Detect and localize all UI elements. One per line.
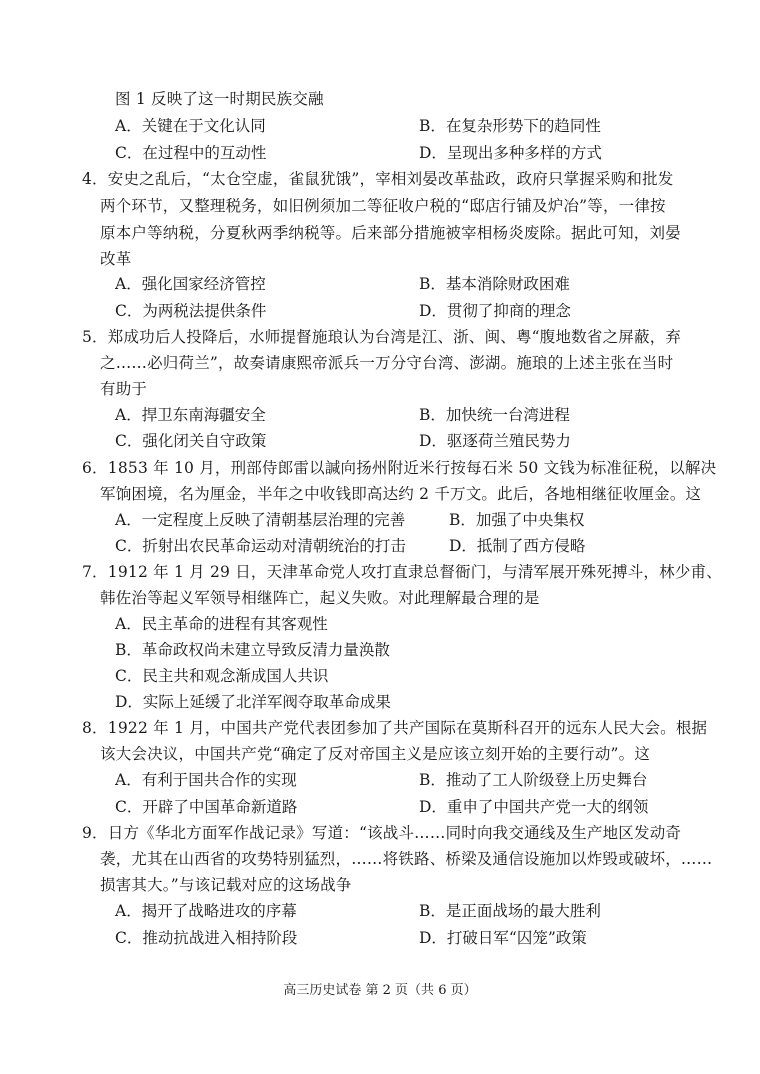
q4-stem-line: 原本户等纳税，分夏秋两季纳税等。后来部分措施被宰相杨炎废除。据此可知，刘晏 (100, 224, 681, 242)
q3-option-a: A．关键在于文化认同 (115, 117, 266, 135)
page-footer: 高三历史试卷 第 2 页（共 6 页） (283, 983, 477, 998)
q3-option-b: B．在复杂形势下的趋同性 (419, 117, 601, 135)
q6-stem-line: 军饷困境，名为厘金，半年之中收钱即高达约 2 千万文。此后，各地相继征收厘金。这 (100, 485, 702, 503)
q8-stem-line: 该大会决议，中国共产党“确定了反对帝国主义是应该立刻开始的主要行动”。这 (100, 745, 651, 763)
q3-option-d: D．呈现出多种多样的方式 (419, 144, 602, 162)
q7-option-c: C．民主共和观念渐成国人共识 (115, 667, 329, 685)
q8-option-c: C．开辟了中国革命新道路 (115, 798, 298, 816)
q9-stem-line: 袭，尤其在山西省的攻势特别猛烈，……将铁路、桥梁及通信设施加以炸毁或破坏，…… (100, 850, 713, 868)
q7-option-d: D．实际上延缓了北洋军阀夺取革命成果 (115, 693, 391, 711)
q3-option-c: C．在过程中的互动性 (115, 144, 267, 162)
q9-stem-line: 损害其大。”与该记载对应的这场战争 (100, 876, 352, 894)
q8-stem-line: 8．1922 年 1 月，中国共产党代表团参加了共产国际在莫斯科召开的远东人民大会。根据 (82, 719, 708, 737)
q7-stem-line: 7．1912 年 1 月 29 日，天津革命党人攻打直隶总督衙门，与清军展开殊死搏斗，林少甫、 (82, 563, 722, 581)
q8-option-a: A．有利于国共合作的实现 (115, 771, 297, 789)
q4-option-c: C．为两税法提供条件 (115, 302, 267, 320)
q9-option-b: B．是正面战场的最大胜利 (419, 902, 601, 920)
q7-option-a: A．民主革命的进程有其客观性 (115, 615, 328, 633)
q9-option-d: D．打破日军“囚笼”政策 (419, 929, 587, 947)
q8-option-d: D．重申了中国共产党一大的纲领 (419, 798, 649, 816)
q9-option-a: A．揭开了战略进攻的序幕 (115, 902, 297, 920)
q9-stem-line: 9．日方《华北方面军作战记录》写道：“该战斗……同时向我交通线及生产地区发动奇 (82, 824, 682, 842)
q5-option-a: A．捍卫东南海疆安全 (115, 406, 266, 424)
q6-option-b: B．加强了中央集权 (449, 511, 585, 529)
q4-stem-line: 4．安史之乱后，“太仓空虚，雀鼠犹饿”，宰相刘晏改革盐政，政府只掌握采购和批发 (82, 170, 674, 188)
q5-stem-line: 有助于 (100, 380, 148, 398)
q6-stem-line: 6．1853 年 10 月，刑部侍郎雷以諴向扬州附近米行按每石米 50 文钱为标准征税，以解决 (82, 459, 717, 477)
q9-option-c: C．推动抗战进入相持阶段 (115, 929, 298, 947)
q4-stem-line: 改革 (100, 250, 132, 268)
q4-option-d: D．贯彻了抑商的理念 (419, 302, 571, 320)
q8-option-b: B．推动了工人阶级登上历史舞台 (419, 771, 648, 789)
q4-option-a: A．强化国家经济管控 (115, 275, 266, 293)
q7-option-b: B．革命政权尚未建立导致反清力量涣散 (115, 641, 390, 659)
q6-option-c: C．折射出农民革命运动对清朝统治的打击 (115, 537, 406, 555)
q7-stem-line: 韩佐治等起义军领导相继阵亡，起义失败。对此理解最合理的是 (100, 589, 540, 607)
q4-stem-line: 两个环节，又整理税务，如旧例须加二等征收户税的“邸店行铺及炉冶”等，一律按 (100, 197, 666, 215)
q5-option-c: C．强化闭关自守政策 (115, 432, 267, 450)
q5-option-d: D．驱逐荷兰殖民势力 (419, 432, 571, 450)
q5-stem-line: 之……必归荷兰”，故奏请康熙帝派兵一万分守台湾、澎湖。施琅的上述主张在当时 (100, 354, 674, 372)
q4-option-b: B．基本消除财政困难 (419, 275, 570, 293)
q5-stem-line: 5．郑成功后人投降后，水师提督施琅认为台湾是江、浙、闽、粤“腹地数省之屏蔽，弃 (82, 328, 682, 346)
q5-option-b: B．加快统一台湾进程 (419, 406, 570, 424)
q6-option-d: D．抵制了西方侵略 (449, 537, 586, 555)
q3-stem-fragment: 图 1 反映了这一时期民族交融 (115, 90, 324, 108)
q6-option-a: A．一定程度上反映了清朝基层治理的完善 (115, 511, 406, 529)
